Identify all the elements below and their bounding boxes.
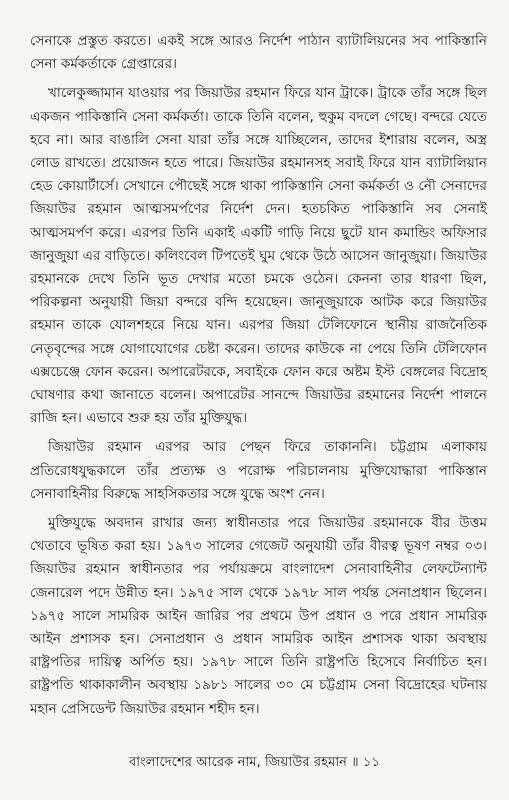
paragraph-2: খালেকুজ্জামান যাওয়ার পর জিয়াউর রহমান ফিরে যান ট্রাকে। ট্রাকে তাঁর সঙ্গে ছিল একজন পাকিস্তানি সেনা কর্মকর্তা। তাকে তিনি বলেন, হুকুম বদলে গেছে। বন্দরে যেতে হবে না। আর বাঙালি সেনা যারা তাঁর সঙ্গে যাচ্ছিলেন, তাদের ইশারায় বলেন, অস্ত্র লোড রাখতে। প্রয়োজন হতে পারে। জিয়াউর রহমানসহ সবাই ফিরে যান ব্যাটালিয়ান হেড কোয়ার্টার্সে। সেখানে পৌছেই সঙ্গে থাকা পাকিস্তানি সেনা কর্মকর্তা ও নৌ সেনাদের জিয়াউর রহমান আত্মসমর্পণের নির্দেশ দেন। হতচকিত পাকিস্তানি সব সেনাই আত্মসমর্পণ করে। এরপর তিনি একাই একটি গাড়ি নিয়ে ছুটে যান কমান্ডিং অফিসার জানুজুয়া এর বাড়িতে। কলিংবেল টিপতেই ঘুম থেকে উঠে আসেন জানুজুয়া। জিয়াউর রহমানকে দেখে তিনি ভূত দেখার মতো চমকে ওঠেন। কেননা তার ধারণা ছিল, পরিকল্পনা অনুযায়ী জিয়া বন্দরে বন্দি হয়েছেন। জানুজুয়াকে আটক করে জিয়াউর রহমান তাকে যোলশহরে নিয়ে যান। এরপর জিয়া টেলিফোনে স্থানীয় রাজনৈতিক নেতৃবৃন্দের সঙ্গে যোগাযোগের চেষ্টা করেন। তাদের কাউকে না পেয়ে তিনি টেলিফোন এক্সচেঞ্জে ফোন করেন। অপারেটরকে, সবাইকে ফোন করে অষ্টম ইস্ট বেঙ্গলের বিদ্রোহ ঘোষণার কথা জানাতে বলেন। অপারেটর সানন্দে জিয়াউর রহমানের নির্দেশ পালনে রাজি হন। এভাবে শুরু হয় তাঁর মুক্তিযুদ্ধ। <box>30 85 487 427</box>
paragraph-3: জিয়াউর রহমান এরপর আর পেছন ফিরে তাকাননি। চট্টগ্রাম এলাকায় প্রতিরোধযুদ্ধকালে তাঁর প্রত্যক্ষ ও পরোক্ষ পরিচালনায় মুক্তিযোদ্ধারা পাকিস্তান সেনাবাহিনীর বিরুদ্ধে সাহসিকতার সঙ্গে যুদ্ধে অংশ নেন। <box>30 439 487 502</box>
paragraph-4: মুক্তিযুদ্ধে অবদান রাখার জন্য স্বাধীনতার পরে জিয়াউর রহমানকে বীর উত্তম খেতাবে ভূষিত করা হয়। ১৯৭৩ সালের গেজেট অনুযায়ী তাঁর বীরত্ব ভূষণ নম্বর ০৩। জিয়াউর রহমান স্বাধীনতার পর পর্যায়ক্রমে বাংলাদেশ সেনাবাহিনীর লেফটেন্যান্ট জেনারেল পদে উন্নীত হন। ১৯৭৫ সাল থেকে ১৯৭৮ সাল পর্যন্ত সেনাপ্রধান ছিলেন। ১৯৭৫ সালে সামরিক আইন জারির পর প্রথমে উপ প্রধান ও পরে প্রধান সামরিক আইন প্রশাসক হন। সেনাপ্রধান ও প্রধান সামরিক আইন প্রশাসক থাকা অবস্থায় রাষ্ট্রপতির দায়িত্ব অর্পিত হয়। ১৯৭৮ সালে তিনি রাষ্ট্রপতি হিসেবে নির্বাচিত হন। রাষ্ট্রপতি থাকাকালীন অবস্থায় ১৯৮১ সালের ৩০ মে চট্টগ্রাম সেনা বিদ্রোহের ঘটনায় মহান প্রেসিডেন্ট জিয়াউর রহমান শহীদ হন। <box>30 515 487 717</box>
page-footer: বাংলাদেশের আরেক নাম, জিয়াউর রহমান ॥ ১১ <box>128 755 381 770</box>
paragraph-1: সেনাকে প্রস্তুত করতে। একই সঙ্গে আরও নির্দেশ পাঠান ব্যাটালিয়নের সব পাকিস্তানি সেনা কর্মকর্তাকে গ্রেপ্তারের। <box>30 33 487 73</box>
